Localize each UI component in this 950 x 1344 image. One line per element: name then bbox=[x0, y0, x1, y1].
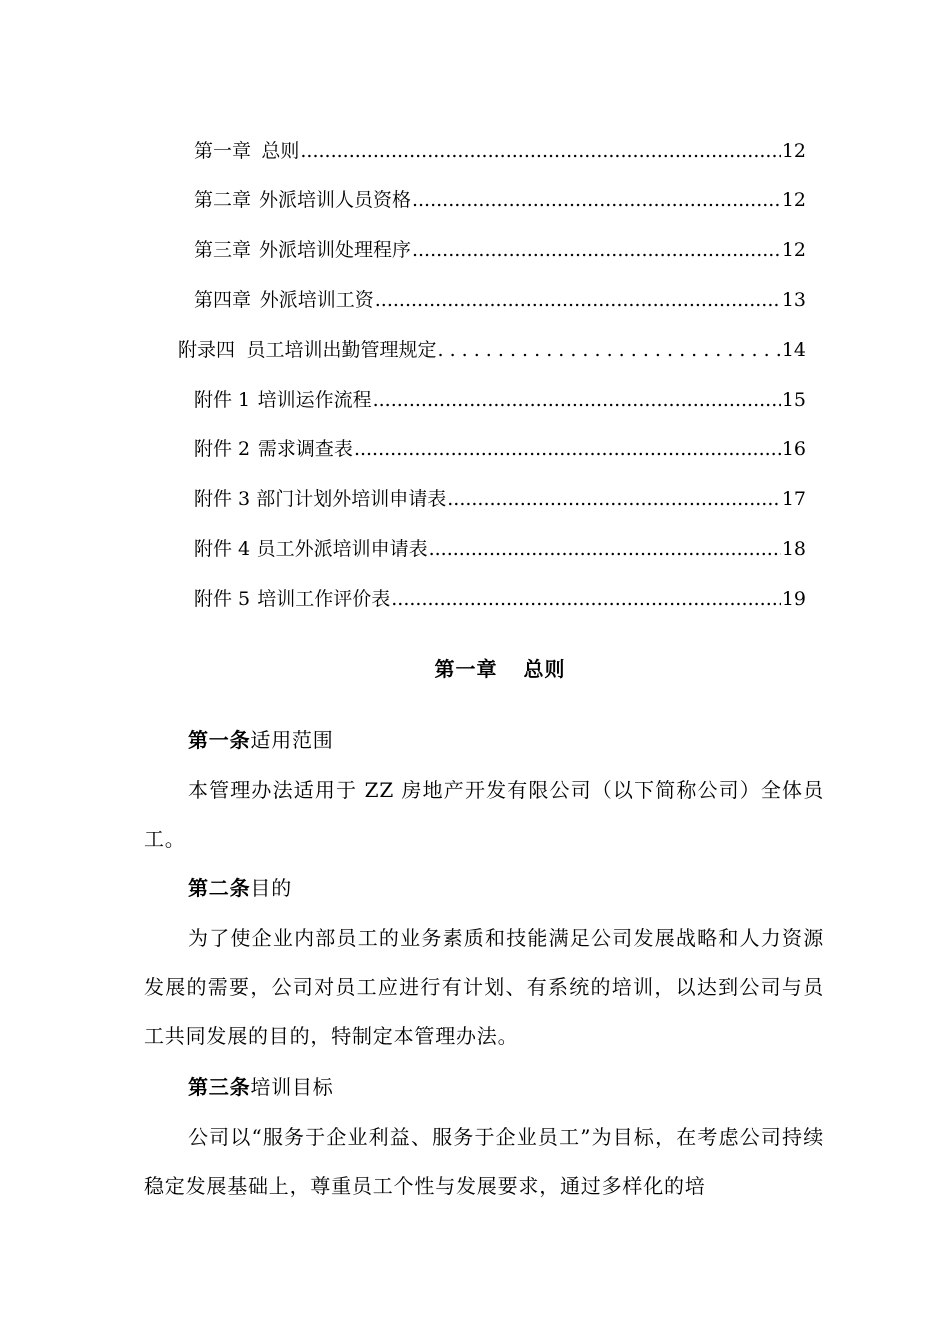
toc-entry[interactable] bbox=[194, 585, 806, 613]
toc-entry-page: 15 bbox=[781, 389, 806, 411]
article-number: 第一条 bbox=[188, 728, 251, 752]
toc-entry-title: 部门计划外培训申请表 bbox=[256, 488, 447, 510]
toc-dot-leader bbox=[391, 585, 781, 613]
article-number: 第三条 bbox=[188, 1075, 251, 1099]
toc-entry-page: 14 bbox=[781, 339, 806, 361]
toc-entry-label: 第三章 bbox=[194, 239, 252, 261]
toc-entry-label: 附件 5 bbox=[194, 588, 251, 610]
toc-entry-title: 需求调查表 bbox=[257, 438, 353, 460]
toc-entry-label: 第四章 bbox=[194, 289, 252, 311]
toc-entry-title: 外派培训人员资格 bbox=[258, 189, 411, 211]
article-title: 适用范围 bbox=[250, 728, 334, 752]
toc-entry-label: 附件 2 bbox=[194, 438, 251, 460]
toc-entry-page: 13 bbox=[781, 289, 806, 311]
toc-entry-page: 19 bbox=[781, 588, 806, 610]
toc-entry-page: 18 bbox=[781, 538, 806, 560]
article-heading bbox=[188, 725, 334, 755]
toc-entry-title: 外派培训处理程序 bbox=[258, 239, 411, 261]
chapter-heading bbox=[0, 654, 950, 684]
toc-entry[interactable] bbox=[194, 286, 806, 314]
toc-entry[interactable] bbox=[178, 336, 806, 364]
toc-entry-title: 员工培训出勤管理规定 bbox=[246, 339, 437, 361]
toc-entry-label: 附件 3 bbox=[194, 488, 251, 510]
toc-entry[interactable] bbox=[194, 485, 806, 513]
toc-dot-leader bbox=[300, 137, 780, 165]
toc-dot-leader bbox=[373, 386, 781, 414]
toc-entry-page: 16 bbox=[781, 438, 806, 460]
toc-entry-page: 12 bbox=[781, 239, 806, 261]
article-number: 第二条 bbox=[188, 876, 251, 900]
toc-entry[interactable] bbox=[194, 535, 806, 563]
chapter-heading-label: 第一章 bbox=[434, 657, 498, 681]
article-heading bbox=[188, 873, 292, 903]
toc-entry-title: 外派培训工资 bbox=[259, 289, 374, 311]
toc-entry[interactable] bbox=[194, 186, 806, 214]
toc-dot-leader bbox=[354, 435, 781, 463]
toc-dot-leader bbox=[437, 336, 780, 364]
toc-entry-label: 第二章 bbox=[194, 189, 252, 211]
article-body: 为了使企业内部员工的业务素质和技能满足公司发展战略和人力资源发展的需要，公司对员工应进行有计划、有系统的培训，以达到公司与员工共同发展的目的，特制定本管理办法。 bbox=[144, 926, 824, 1048]
article-heading bbox=[188, 1072, 334, 1102]
toc-entry[interactable] bbox=[194, 435, 806, 463]
toc-dot-leader bbox=[412, 186, 781, 214]
toc-entry-page: 17 bbox=[781, 488, 806, 510]
toc-entry-page: 12 bbox=[781, 189, 806, 211]
toc-dot-leader bbox=[375, 286, 781, 314]
article-body: 本管理办法适用于 ZZ 房地产开发有限公司（以下简称公司）全体员工。 bbox=[144, 778, 824, 851]
toc-entry-title: 培训运作流程 bbox=[257, 389, 372, 411]
toc-entry-label: 第一章 bbox=[194, 140, 252, 162]
toc-entry[interactable] bbox=[194, 137, 806, 165]
chapter-heading-title: 总则 bbox=[523, 657, 566, 681]
toc-dot-leader bbox=[412, 236, 781, 264]
toc-entry-page: 12 bbox=[781, 140, 806, 162]
article-body: 公司以“服务于企业利益、服务于企业员工”为目标，在考虑公司持续稳定发展基础上，尊重员工个性与发展要求，通过多样化的培 bbox=[144, 1125, 824, 1198]
toc-entry-label: 附录四 bbox=[178, 339, 236, 361]
article-title: 培训目标 bbox=[250, 1075, 334, 1099]
toc-entry[interactable] bbox=[194, 386, 806, 414]
article-title: 目的 bbox=[250, 876, 293, 900]
toc-entry-title: 培训工作评价表 bbox=[257, 588, 391, 610]
toc-dot-leader bbox=[447, 485, 781, 513]
toc-dot-leader bbox=[429, 535, 781, 563]
toc-entry-title: 总则 bbox=[261, 140, 300, 162]
toc-entry-label: 附件 1 bbox=[194, 389, 251, 411]
toc-entry-title: 员工外派培训申请表 bbox=[256, 538, 428, 560]
toc-entry[interactable] bbox=[194, 236, 806, 264]
toc-entry-label: 附件 4 bbox=[194, 538, 251, 560]
